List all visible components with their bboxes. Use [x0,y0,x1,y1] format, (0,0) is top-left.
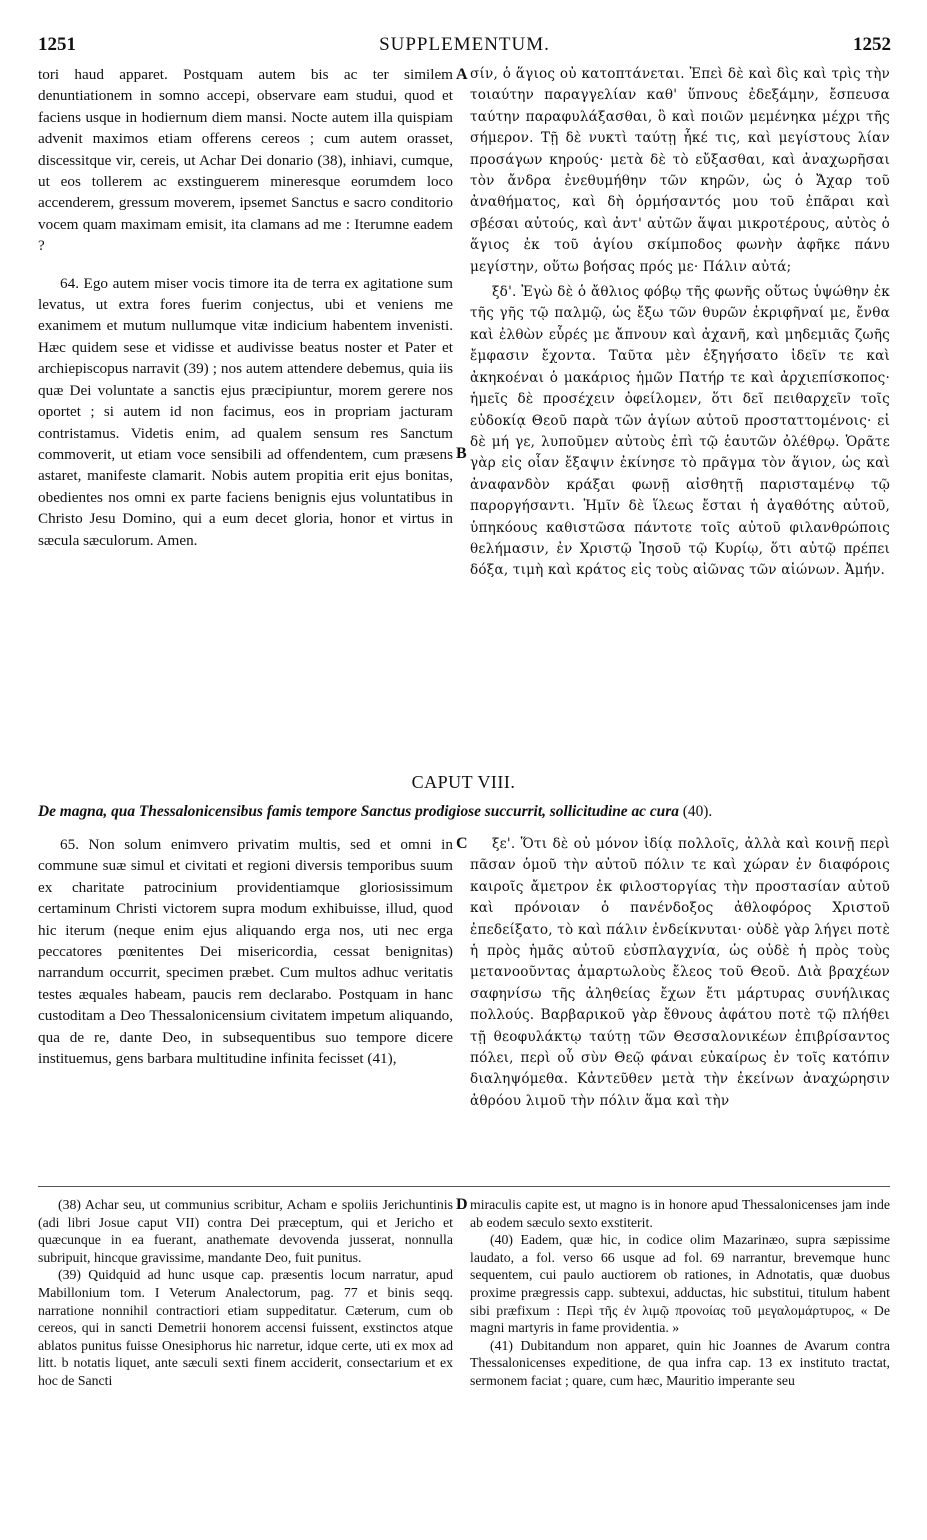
margin-letter-d: D [456,1196,468,1213]
footnote-41: (41) Dubitandum non apparet, quin hic Joannes de Avarum contra Thessalonicenses expeditione, de qua infra cap. 13 ex instituto tractat, sermonem faciat ; quare, cum hæc, Mauritio imperante seu [470,1337,890,1388]
greek-paragraph-64: ξδ'. Ἐγὼ δὲ ὁ ἄθλιος φόβῳ τῆς φωνῆς οὕτως ὑψώθην ἐκ τῆς γῆς τῷ παλμῷ, ὡς ἔξω τῶν θυρῶν ἐκριφῆναί με, ἔνθα καὶ ἐλθὼν εὗρές με ἄπνουν καὶ ἀχανῆ, καὶ μηδεμιᾶς ζωῆς ἔμφασιν ἔχοντα. Ταῦτα μὲν ἐξηγήσατο ἰδεῖν τε καὶ ἀκηκοέναι ὁ μακάριος ἡμῶν Πατήρ τε καὶ ἀρχιεπίσκοπος· ἡμεῖς δὲ προσέχειν ὀφείλομεν, ὅτι δεῖ πειθαρχεῖν τοῖς εὐδοκίᾳ Θεοῦ παρὰ τῶν ἁγίων αὐτοῦ προσταττομένοις· εἰ δὲ μή γε, λυποῦμεν αὐτοὺς ἐπὶ τῷ ἑαυτῶν ὀλέθρῳ. Ὁρᾶτε γὰρ εἰς οἷαν ἔξαψιν ἐκίνησε τὸ πρᾶγμα τὸν ἅγιον, ὡς καὶ ἀναφανδὸν κράξαι φωνῇ αἰσθητῇ παρισταμένῳ τῷ παροργήσαντι. Ἡμῖν δὲ ἵλεως ἔσται ἡ ἀγαθότης αὐτοῦ, ὑπηκόους καθιστῶσα πάντοτε τοῖς αὐτοῦ φιλανθρώποις θελήμασιν, ἐν Χριστῷ Ἰησοῦ τῷ Κυρίῳ, ὅτι αὐτῷ πρέπει δόξα, τιμὴ καὶ κράτος εἰς τοὺς αἰῶνας τῶν αἰώνων. Ἀμήν. [470,284,890,579]
running-header [38,34,891,58]
greek-column-2 [470,834,890,1112]
margin-letter-c: C [456,835,468,852]
margin-letter-b: B [456,445,467,462]
footnote-39-continued: miraculis capite est, ut magno is in honore apud Thessalonicenses jam inde ab eodem sæculo sexto exstiterit. [470,1197,890,1230]
footnotes-left [38,1196,453,1390]
chapter-subtitle-text: De magna, qua Thessalonicensibus famis tempore Sanctus prodigiose succurrit, sollicitudine ac cura [38,803,679,820]
chapter-subtitle-ref: (40). [682,803,713,820]
chapter-title: CAPUT VIII. [411,772,516,792]
latin-paragraph-65: 65. Non solum enimvero privatim multis, sed et omni in commune suæ simul et civitati et regioni diversis temporibus suum ex charitate patrocinium providentiamque gloriosissimum certaminum Christi victorem supra modum exhibuisse, illud, quod hic iterum (neque enim ejus aliquando erga nos, uti nec erga peccatores pœnitentes Dei misericordia, cessat benignitas) narrandum occurrit, specimen præbet. Cum multos adhuc veritatis testes æquales habeam, paucis rem declarabo. Postquam in hanc custoditam a Deo Thessalonicensium civitatem impetum aliquando, qua de re, dante Deo, in subsequentibus suo tempore dicere instituemus, gens barbara multitudine infinita fecisset (41), [38,836,453,1068]
latin-paragraph-64: 64. Ego autem miser vocis timore ita de terra ex agitatione sum levatus, ut extra fores fuerim conjectus, ubi et veniens me exanimem et mutum nullumque vitæ indicium habentem invenisti. Hæc quidem sese et vidisse et audivisse beatus noster et Pater et archiepiscopus narravit (39) ; nos autem attendere debemus, quia iis quæ Dei voluntate a sanctis ejus præcipiuntur, morem gerere nos oportet ; si autem id non facimus, eos in propriam jacturam contristamus. Videtis enim, ad qualem sensum res Sanctum commoverit, ut etiam voce sensibili ad offendentem, cum præsens astaret, manifeste clamarit. Nobis autem propitia erit ejus bonitas, obedientes nos omni ex parte faciens benignis ejus voluntatibus in Christo Jesu Domino, qui a eum decet gloria, honor et virtus in sæcula sæculorum. Amen. [38,274,453,549]
latin-paragraph-63: tori haud apparet. Postquam autem bis ac ter similem denuntiationem in somno accepi, observare eam studui, quod et faciens usque in hodiernum diem mansi. Nocte autem illa quispiam advenit maximos etiam offerens cereos ; cum autem orasset, discessitque vir, cereis, ut Achar Dei donario (38), inhiavi, cumque, ut eos tollerem ac exstinguerem mineresque eorumdem loco accenderem, gressum moverem, ipsemet Sanctus e sacro conditorio vocem quam maximam emisit, ita clamans ad me : Iterumne eadem ? [38,66,453,255]
greek-paragraph-65: ξε'. Ὅτι δὲ οὐ μόνον ἰδίᾳ πολλοῖς, ἀλλὰ καὶ κοινῇ περὶ πᾶσαν ὁμοῦ τὴν αὐτοῦ πόλιν τε καὶ χώραν ἐν διαφόροις καιροῖς ἄμετρον ἐκ φιλοστοργίας τὴν προστασίαν αὐτοῦ καὶ πρόνοιαν ὁ πανένδοξος ἀθλοφόρος Χριστοῦ ἐπεδείξατο, τὸ καὶ πάλιν ἐνδείκνυται· οὐδὲ γὰρ λήγει ποτὲ ἡ πρὸς ἡμᾶς αὐτοῦ εὐσπλαγχνία, ὡς οὐδὲ ἡ πρὸς τοὺς μετανοοῦντας ἁμαρτωλοὺς ἔλεος τοῦ Θεοῦ. Διὰ βραχέων σαφηνίσω τῆς ἀληθείας ἔχων ἔτι μάρτυρας συνήλικας πολλούς. Βαρβαρικοῦ γὰρ ἔθνους ἀφάτου ποτὲ τῷ πλήθει τῇ θεοφυλάκτῳ ταύτῃ τῶν Θεσσαλονικέων ἐπιβρίσαντος πόλει, περὶ οὗ σὺν Θεῷ φάναι εὐκαίρως ἐν τοῖς κατόπιν διαληψόμεθα. Κἀντεῦθεν μετὰ τὴν ἐκείνων ἀναχώρησιν ἀθρόου λιμοῦ τὴν πόλιν ἅμα καὶ τὴν [470,836,890,1109]
right-page-number: 1252 [853,34,891,55]
greek-column-1 [470,64,890,582]
footnote-38: (38) Achar seu, ut communius scribitur, Acham e spoliis Jerichuntinis (adi libri Josue caput VII) contra Dei præceptum, qui et Jericho et quæcunque in ea fuerant, anathemate devovenda jusserat, nonnulla subripuit, hincque gravissime, mandante Deo, fuit punitus. [38,1197,453,1265]
margin-letter-a: A [456,66,468,83]
latin-column-2 [38,834,453,1069]
footnote-39: (39) Quidquid ad hunc usque cap. præsentis locum narratur, apud Mabillonium tom. I Veterum Analectorum, pag. 77 et binis seqq. narratione nonnihil contractiori etiam suppeditatur. Cæterum, cum ob cereos, qui in sancti Demetrii honorem accensi fuissent, exstinctos atque ablatos punitus fuisse Onesiphorus hic narretur, idque certe, uti ex mox ad litt. b notatis liquet, ante sæculi sexti finem acciderit, consectarium et ex hoc de Sancti [38,1267,453,1388]
chapter-subtitle [38,803,890,821]
footnotes-right [470,1196,890,1390]
footnote-40: (40) Eadem, quæ hic, in codice olim Mazarinæo, supra sæpissime laudato, a fol. verso 66 usque ad fol. 69 narrantur, brevemque hunc sequentem, cui paulo auctiorem ob rationes, in Adnotatis, quæ duobus proxime prægressis capp. subtexui, adductas, hic substitui, titulum habent sibi præfixum : Περὶ τῆς ἐν λιμῷ προνοίας τοῦ μεγαλομάρτυρος, « De magni martyris in fame providentia. » [470,1232,890,1336]
greek-paragraph-63: σίν, ὁ ἅγιος οὐ κατοπτάνεται. Ἐπεὶ δὲ καὶ δὶς καὶ τρὶς τὴν τοιαύτην παραγγελίαν καθ' ὕπνους ἐδεξάμην, ἔσπευσα ταύτην παραφυλάξασθαι, ὃ καὶ ποιῶν μεμένηκα μέχρι τῆς σήμερον. Τῇ δὲ νυκτὶ ταύτῃ ἧκέ τις, καὶ μεγίστους λίαν προσάγων κηρούς· μετὰ δὲ τὸ εὔξασθαι, καὶ ἀναχωρῆσαι τὸν ἄνδρα ἐνεθυμήθην τῶν κηρῶν, ὡς ὁ Ἄχαρ τοῦ ἀναθήματος, καὶ δὴ ὁρμήσαντός μου τοῦ ἐπᾶραι καὶ σβέσαι αὐτούς, καὶ ἀντ' αὐτῶν ἅψαι μικροτέρους, αὐτὸς ὁ ἅγιος ἐκ τοῦ ἁγίου σκίμποδος φωνὴν ἀφῆκε πάνυ μεγίστην, οὕτω βοήσας πρός με· Πάλιν αὐτά; [470,66,890,275]
left-page-number: 1251 [38,34,76,55]
latin-column-1 [38,64,453,551]
footnote-divider [38,1186,890,1187]
header-title: SUPPLEMENTUM. [379,34,550,55]
